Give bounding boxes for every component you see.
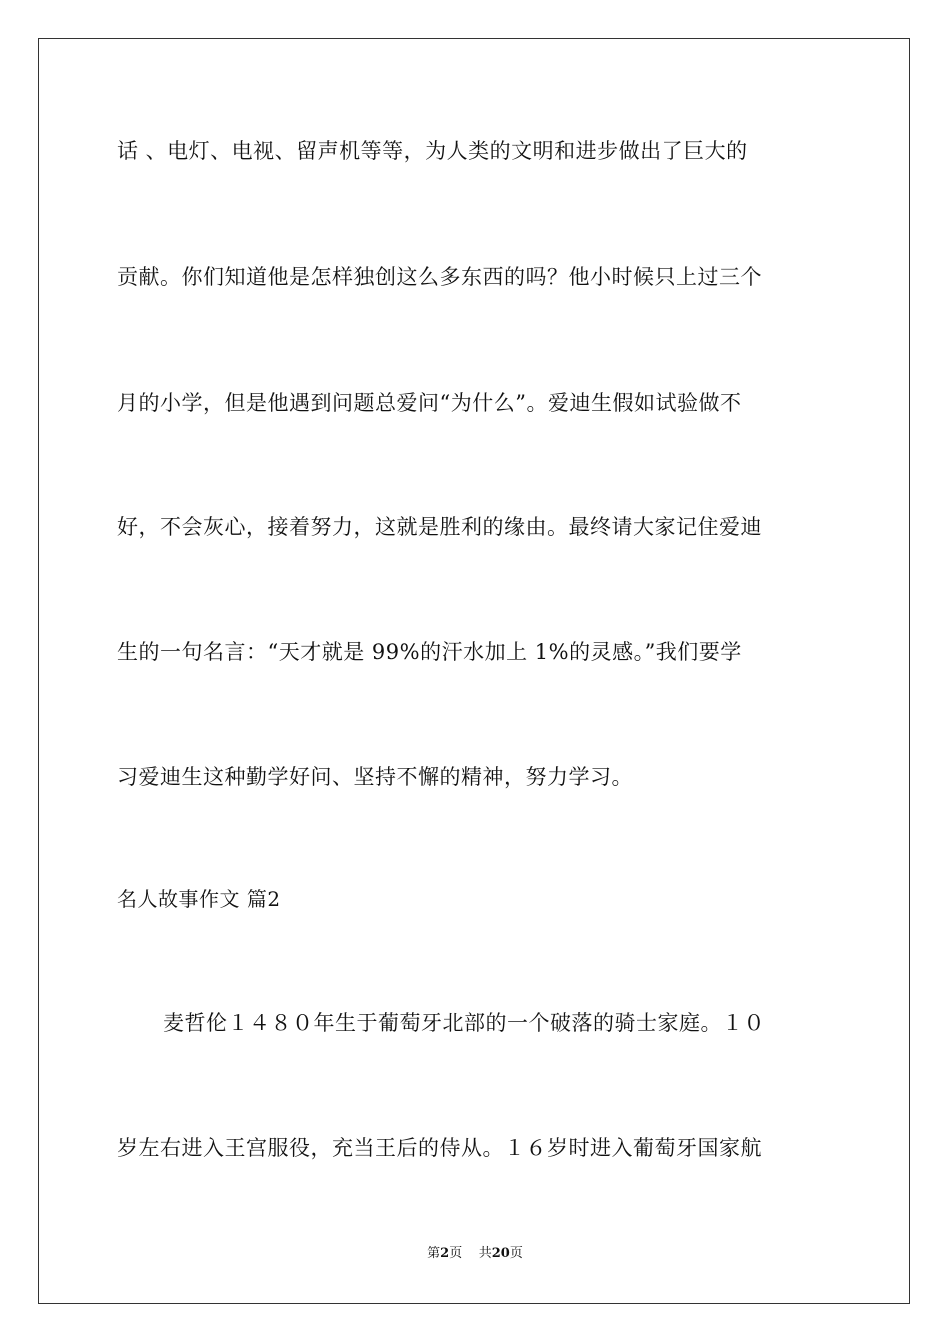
- body-line-4: 好，不会灰心，接着努力，这就是胜利的缘由。最终请大家记住爱迪: [117, 515, 762, 539]
- body-line-5: 生的一句名言：“天才就是 99%的汗水加上 1%的灵感。”我们要学: [117, 640, 742, 664]
- total-pages: 20: [491, 1246, 510, 1261]
- page-border: [38, 38, 910, 1304]
- page-suffix: 页: [449, 1246, 463, 1261]
- page-number: 2: [440, 1246, 450, 1261]
- body-line-1: 话 、电灯、电视、留声机等等，为人类的文明和进步做出了巨大的: [117, 139, 748, 163]
- total-suffix: 页: [509, 1246, 523, 1261]
- section-heading: 名人故事作文 篇2: [117, 887, 281, 911]
- page-prefix: 第: [427, 1246, 441, 1261]
- section-line-1: 麦哲伦１４８０年生于葡萄牙北部的一个破落的骑士家庭。１０: [163, 1011, 765, 1035]
- total-prefix: 共: [478, 1246, 492, 1261]
- body-line-2: 贡献。你们知道他是怎样独创这么多东西的吗？他小时候只上过三个: [117, 265, 762, 289]
- body-line-6: 习爱迪生这种勤学好问、坚持不懈的精神，努力学习。: [117, 765, 633, 789]
- page-footer: [0, 1245, 950, 1263]
- section-line-2: 岁左右进入王宫服役，充当王后的侍从。１６岁时进入葡萄牙国家航: [117, 1136, 762, 1160]
- body-line-3: 月的小学，但是他遇到问题总爱问“为什么”。爱迪生假如试验做不: [117, 391, 742, 415]
